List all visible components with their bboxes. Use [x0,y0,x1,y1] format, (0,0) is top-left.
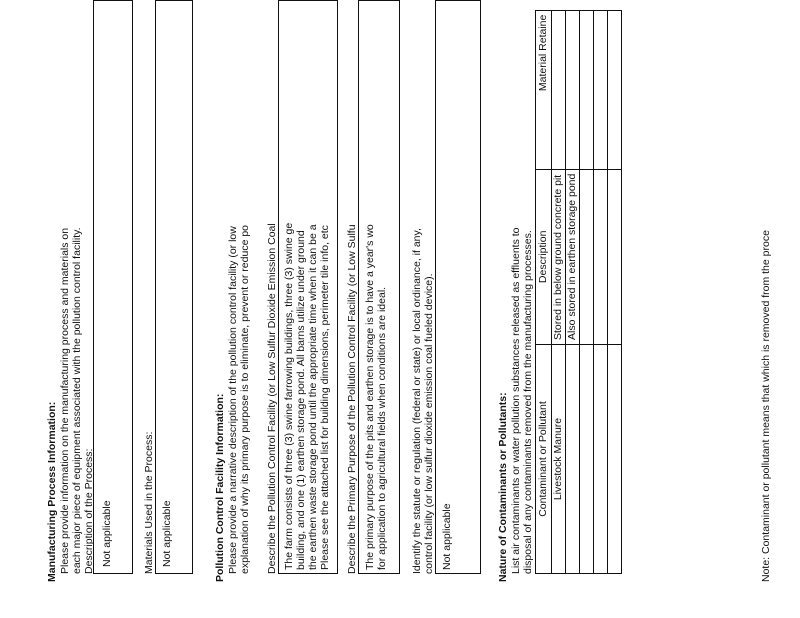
purpose-text-2: for application to agricultural fields when conditions are ideal. [376,286,388,570]
table-row [566,10,580,573]
nature-text-1: List air contaminants or water pollution substances released as effluents to [510,227,522,574]
statute-value: Not applicable [441,503,453,570]
table-cell [566,345,580,574]
table-cell [580,10,594,169]
pcf-text-2: explanation of why its primary purpose is to eliminate, prevent or reduce po [239,224,251,574]
table-header-cell: Contaminant or Pollutant [536,345,552,574]
table-row [580,10,594,573]
pcf-heading: Pollution Control Facility Information: [214,393,226,582]
describe-label: Describe the Pollution Control Facility (or Low Sulfur Dioxide Emission Coal [266,223,278,574]
purpose-box [358,0,400,574]
table-cell [594,169,608,344]
mfg-heading: Manufacturing Process Information: [46,401,58,582]
contaminants-table [535,10,622,574]
table-cell [566,10,580,169]
materials-label: Materials Used in the Process: [143,431,155,574]
table-cell [580,169,594,344]
table-row [594,10,608,573]
statute-label-1: Identify the statute or regulation (federal or state) or local ordinance, if any, [411,228,423,574]
purpose-label: Describe the Primary Purpose of the Pollution Control Facility (or Low Sulfu [346,224,358,574]
mfg-text-2: each major piece of equipment associated with the pollution control facility. [71,227,83,574]
table-cell: Also stored in earthen storage pond [566,169,580,344]
table-header-row [536,10,552,573]
statute-label-2: control facility (or low sulfur dioxide emission coal fueled device). [423,273,435,574]
table-cell [608,169,622,344]
mfg-text-1: Please provide information on the manufacturing process and materials on [59,227,71,574]
table-cell [594,10,608,169]
table-cell [608,10,622,169]
nature-text-2: disposal of any contaminants removed from the manufacturing processes. [522,230,534,574]
mfg-desc-box [93,0,133,574]
describe-text-3: the earthen waste storage pond until the appropriate time when it can be a [307,224,319,570]
table-cell [608,345,622,574]
footnote: Note: Contaminant or pollutant means that which is removed from the proce [760,230,772,582]
table-header-cell: Material Retaine [536,10,552,169]
describe-text-1: The farm consists of three (3) swine farrowing buildings, three (3) swine ge [283,222,295,570]
table-cell [594,345,608,574]
describe-text-4: Please see the attached list for building dimensions, perimeter tile info, etc [319,225,331,570]
table-cell [580,345,594,574]
materials-value: Not applicable [161,500,173,567]
table-header-cell: Description [536,169,552,344]
mfg-desc-value: Not applicable [101,500,113,567]
purpose-text-1: The primary purpose of the pits and earthen storage is to have a year's wo [364,224,376,570]
table-row [608,10,622,573]
materials-box [155,0,193,574]
nature-heading: Nature of Contaminants or Pollutants: [497,392,509,582]
pcf-text-1: Please provide a narrative description of the pollution control facility (or low [227,226,239,574]
mfg-desc-label: Description of the Process: [83,448,95,574]
describe-box [278,0,338,574]
table-cell: Stored in below ground concrete pit [552,169,566,344]
table-row [552,10,566,573]
describe-text-2: building, and one (1) earthen storage pond. All barns utilize under ground [295,230,307,570]
statute-box [435,0,481,574]
table-cell [552,10,566,169]
table-cell: Livestock Manure [552,345,566,574]
